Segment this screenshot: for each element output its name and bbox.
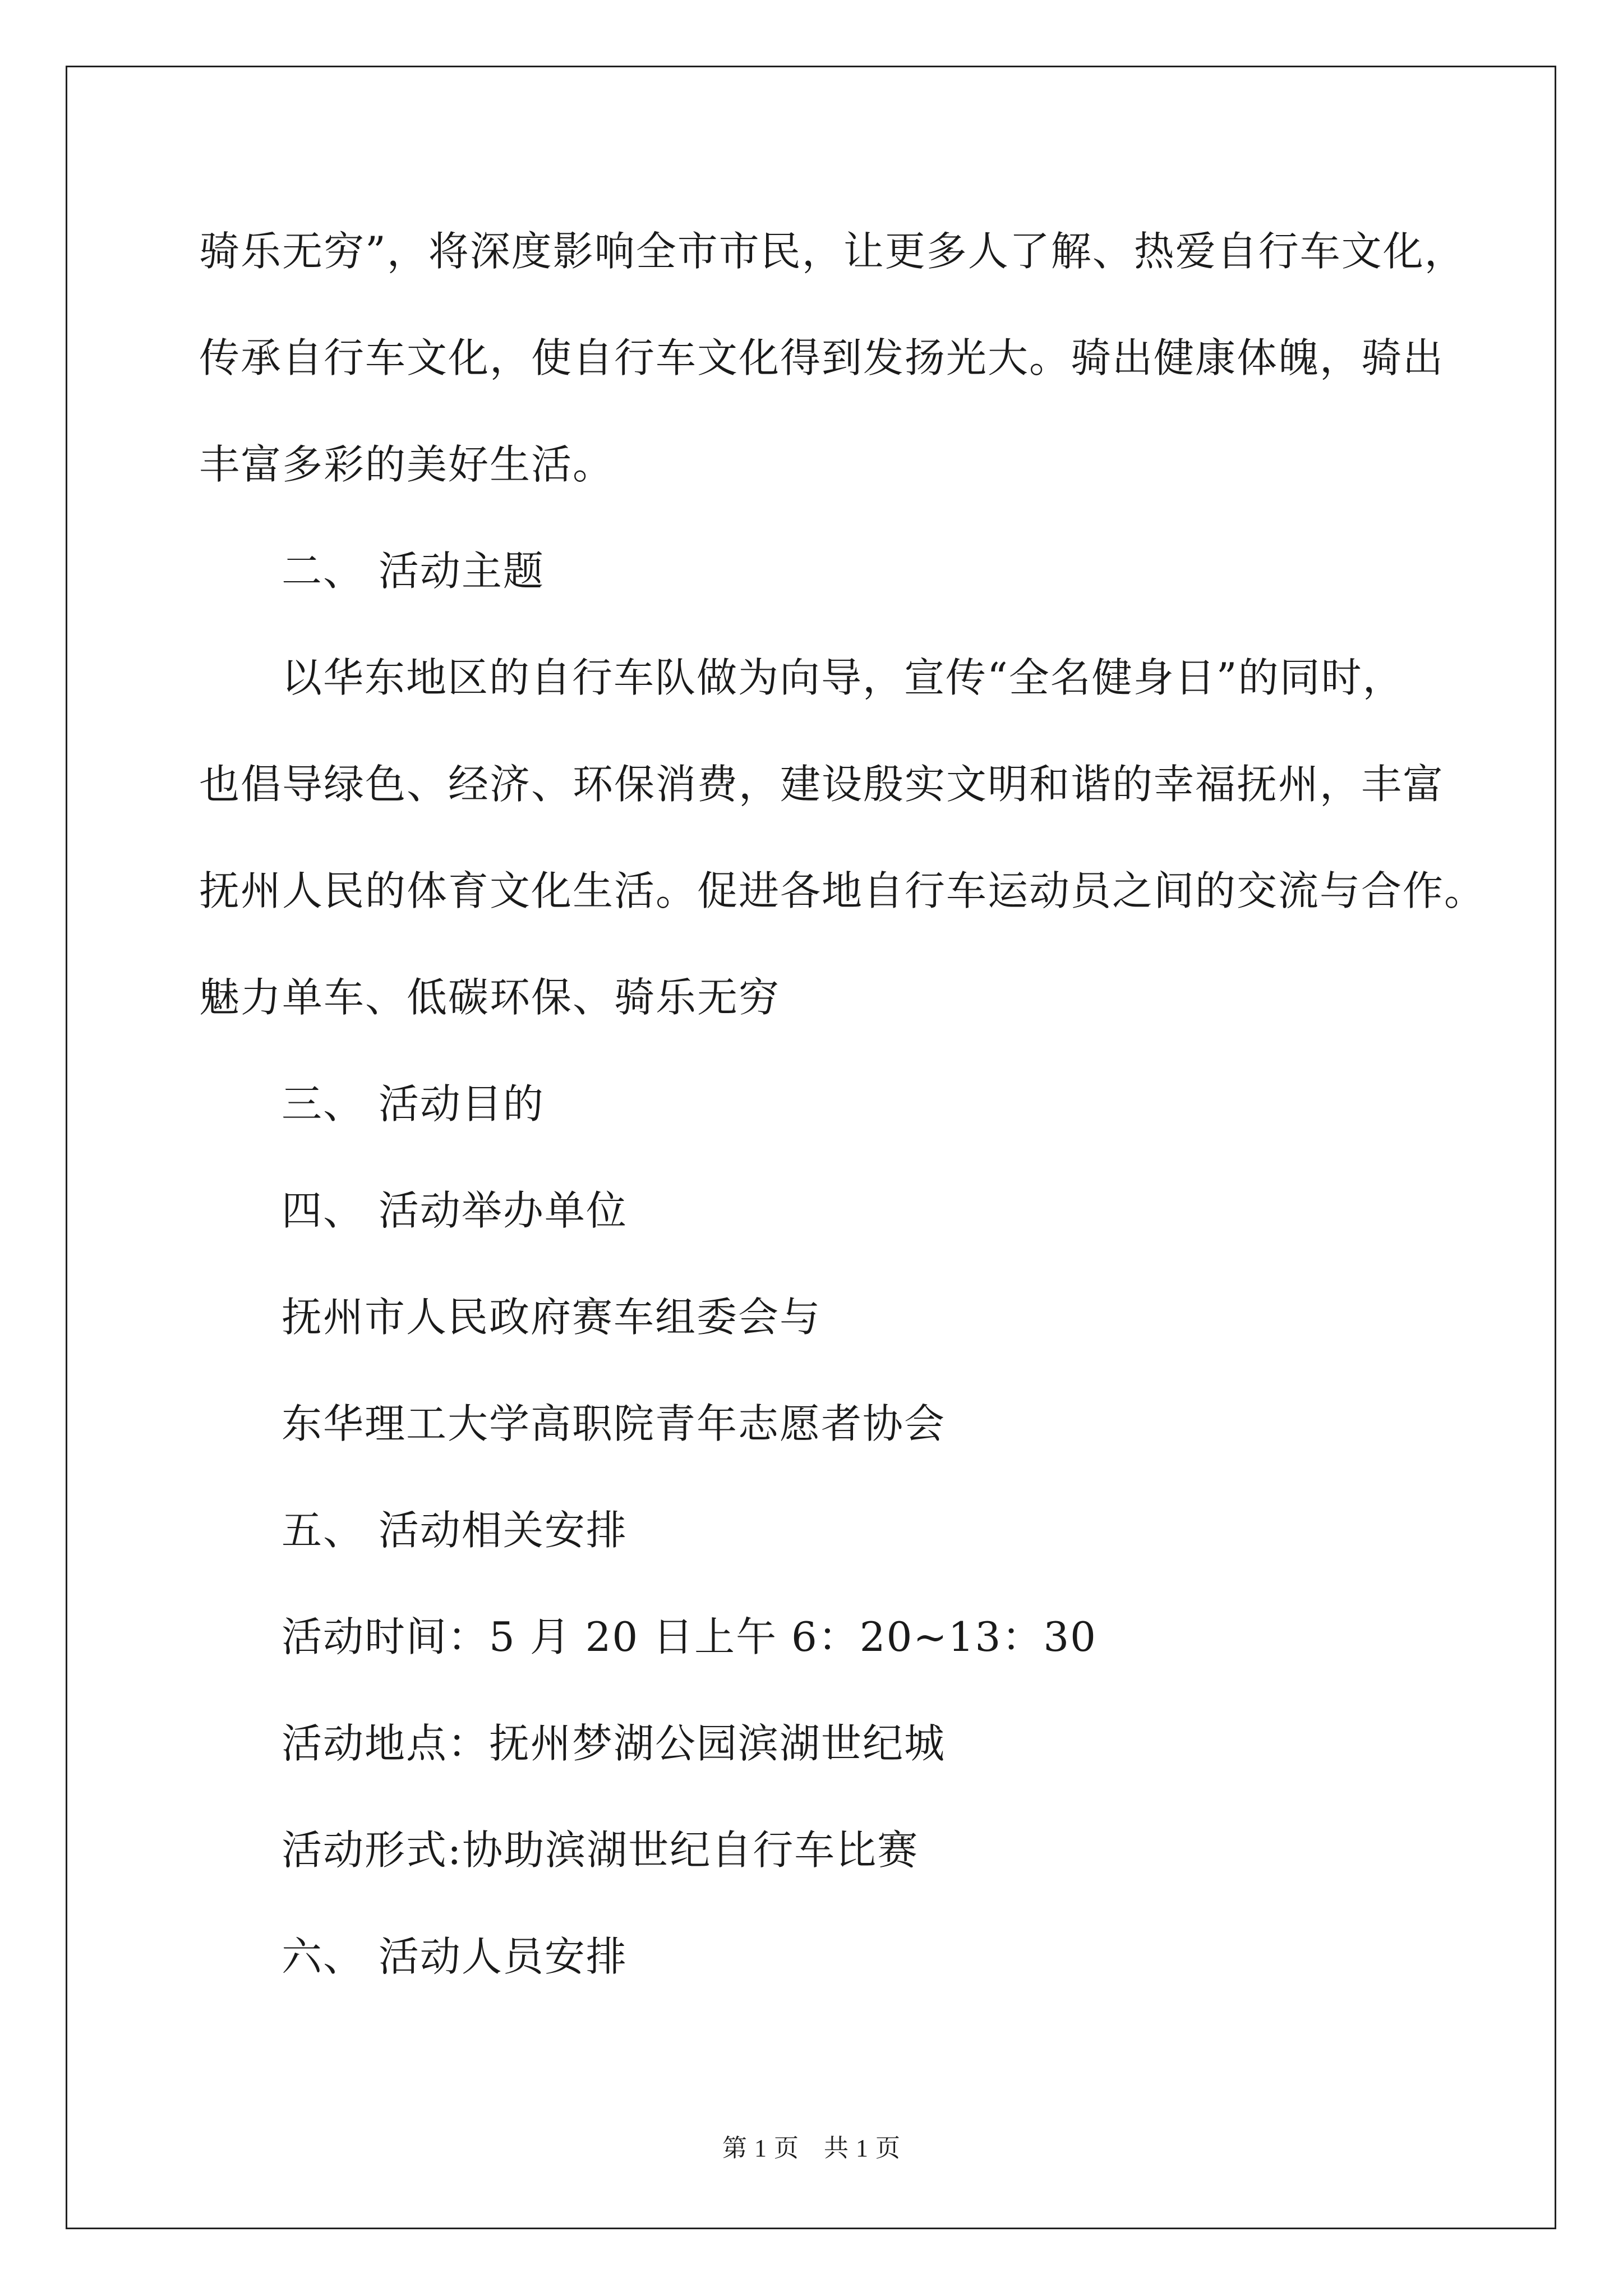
section-heading: 六、 活动人员安排: [282, 1933, 628, 1980]
paragraph-line: 魅力单车、低碳环保、骑乐无穷: [199, 974, 781, 1021]
paragraph-line: 东华理工大学高职院青年志愿者协会: [282, 1400, 946, 1447]
page-total: 共 1 页: [824, 2134, 901, 2162]
section-heading: 二、 活动主题: [282, 547, 545, 595]
paragraph-line: 活动地点：抚州梦湖公园滨湖世纪城: [282, 1720, 946, 1767]
page-number: 第 1 页: [722, 2134, 799, 2162]
section-heading: 五、 活动相关安排: [282, 1507, 628, 1554]
section-heading: 三、 活动目的: [282, 1080, 545, 1128]
paragraph-line: 抚州市人民政府赛车组委会与: [282, 1294, 822, 1341]
paragraph-line: 抚州人民的体育文化生活。促进各地自行车运动员之间的交流与合作。: [199, 867, 1486, 914]
page-border: [66, 66, 1556, 2229]
paragraph-line: 活动时间：5 月 20 日上午 6：20~13：30: [282, 1613, 1097, 1660]
paragraph-line: 骑乐无穷”，将深度影响全市市民，让更多人了解、热爱自行车文化，: [199, 228, 1466, 275]
paragraph-line: 也倡导绿色、经济、环保消费，建设殷实文明和谐的幸福抚州，丰富: [199, 761, 1445, 808]
paragraph-line: 活动形式:协助滨湖世纪自行车比赛: [282, 1826, 919, 1874]
section-heading: 四、 活动举办单位: [282, 1187, 628, 1234]
paragraph-line: 以华东地区的自行车队做为向导，宣传“全名健身日”的同时，: [282, 654, 1404, 701]
page-footer: [0, 2136, 1623, 2161]
paragraph-line: 传承自行车文化，使自行车文化得到发扬光大。骑出健康体魄，骑出: [199, 334, 1445, 381]
paragraph-line: 丰富多彩的美好生活。: [199, 441, 615, 488]
